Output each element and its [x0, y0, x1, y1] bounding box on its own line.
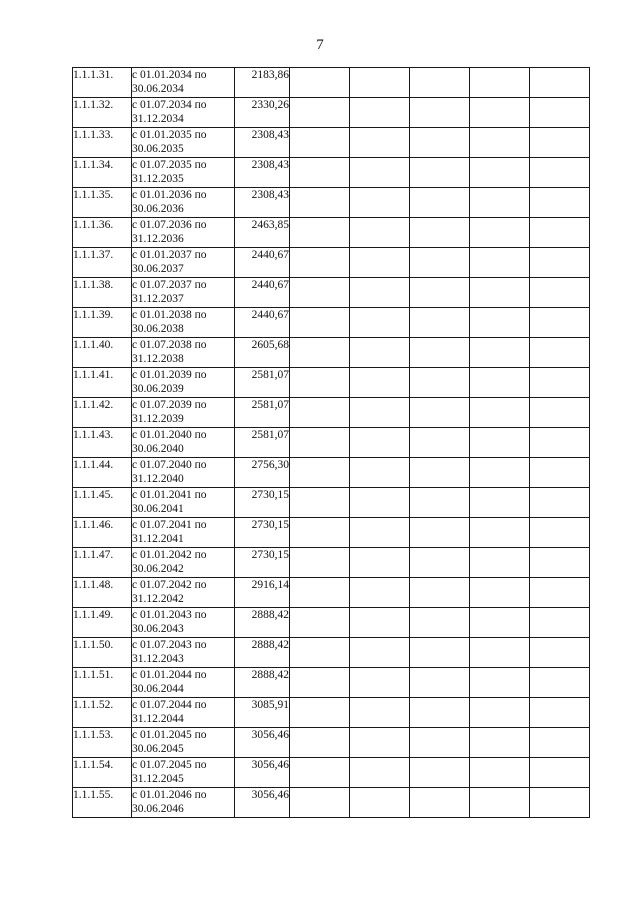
period-end-text: 30.06.2044: [132, 683, 184, 695]
tariff-value-cell: 2888,42: [235, 638, 290, 668]
empty-cell: [410, 608, 470, 638]
empty-cell: [350, 608, 410, 638]
tariff-value-cell: 2440,67: [235, 278, 290, 308]
empty-cell: [350, 128, 410, 158]
empty-cell: [290, 278, 350, 308]
empty-cell: [410, 488, 470, 518]
period-start-text: с 01.07.2038 по: [132, 339, 207, 351]
empty-cell: [410, 98, 470, 128]
period-end-text: 31.12.2034: [132, 113, 184, 125]
period-cell: [132, 638, 235, 668]
period-cell: [132, 158, 235, 188]
table-row: [73, 338, 590, 368]
empty-cell: [410, 548, 470, 578]
empty-cell: [530, 698, 590, 728]
tariff-value-cell: 2308,43: [235, 158, 290, 188]
period-cell: [132, 668, 235, 698]
empty-cell: [290, 488, 350, 518]
period-cell: [132, 788, 235, 818]
empty-cell: [410, 338, 470, 368]
period-end-text: 31.12.2045: [132, 773, 184, 785]
empty-cell: [530, 578, 590, 608]
empty-cell: [410, 278, 470, 308]
empty-cell: [470, 68, 530, 98]
period-end-text: 31.12.2038: [132, 353, 184, 365]
table-row: [73, 188, 590, 218]
period-end-text: 30.06.2040: [132, 443, 184, 455]
empty-cell: [350, 698, 410, 728]
period-end-text: 30.06.2034: [132, 83, 184, 95]
item-number-cell: 1.1.1.47.: [73, 548, 132, 578]
empty-cell: [470, 578, 530, 608]
empty-cell: [410, 68, 470, 98]
period-cell: [132, 98, 235, 128]
item-number-cell: 1.1.1.39.: [73, 308, 132, 338]
empty-cell: [350, 788, 410, 818]
empty-cell: [350, 638, 410, 668]
empty-cell: [290, 458, 350, 488]
empty-cell: [290, 368, 350, 398]
tariff-value-cell: 2183,86: [235, 68, 290, 98]
empty-cell: [410, 128, 470, 158]
tariff-value-cell: 2888,42: [235, 668, 290, 698]
empty-cell: [350, 248, 410, 278]
empty-cell: [470, 158, 530, 188]
empty-cell: [530, 728, 590, 758]
period-cell: [132, 338, 235, 368]
period-start-text: с 01.07.2037 по: [132, 279, 207, 291]
period-start-text: с 01.07.2044 по: [132, 699, 207, 711]
empty-cell: [290, 638, 350, 668]
item-number-cell: 1.1.1.31.: [73, 68, 132, 98]
item-number-cell: 1.1.1.41.: [73, 368, 132, 398]
empty-cell: [290, 68, 350, 98]
empty-cell: [470, 308, 530, 338]
empty-cell: [530, 608, 590, 638]
item-number-cell: 1.1.1.34.: [73, 158, 132, 188]
empty-cell: [290, 188, 350, 218]
empty-cell: [290, 98, 350, 128]
item-number-cell: 1.1.1.46.: [73, 518, 132, 548]
period-cell: [132, 68, 235, 98]
empty-cell: [410, 248, 470, 278]
period-end-text: 30.06.2045: [132, 743, 184, 755]
tariff-value-cell: 2308,43: [235, 188, 290, 218]
tariff-value-cell: 2330,26: [235, 98, 290, 128]
period-start-text: с 01.01.2044 по: [132, 669, 207, 681]
period-start-text: с 01.01.2036 по: [132, 189, 207, 201]
table-row: [73, 308, 590, 338]
empty-cell: [530, 488, 590, 518]
empty-cell: [530, 788, 590, 818]
item-number-cell: 1.1.1.42.: [73, 398, 132, 428]
empty-cell: [350, 488, 410, 518]
period-cell: [132, 758, 235, 788]
tariff-value-cell: 2730,15: [235, 488, 290, 518]
empty-cell: [470, 608, 530, 638]
table-row: [73, 548, 590, 578]
period-end-text: 30.06.2041: [132, 503, 184, 515]
empty-cell: [410, 638, 470, 668]
empty-cell: [470, 668, 530, 698]
period-cell: [132, 698, 235, 728]
table-row: [73, 368, 590, 398]
item-number-cell: 1.1.1.53.: [73, 728, 132, 758]
period-start-text: с 01.01.2040 по: [132, 429, 207, 441]
empty-cell: [290, 398, 350, 428]
empty-cell: [470, 638, 530, 668]
empty-cell: [410, 308, 470, 338]
empty-cell: [530, 638, 590, 668]
item-number-cell: 1.1.1.44.: [73, 458, 132, 488]
empty-cell: [410, 398, 470, 428]
empty-cell: [350, 158, 410, 188]
empty-cell: [470, 278, 530, 308]
period-start-text: с 01.07.2045 по: [132, 759, 207, 771]
empty-cell: [290, 128, 350, 158]
tariff-value-cell: 3056,46: [235, 728, 290, 758]
empty-cell: [470, 398, 530, 428]
table-row: [73, 458, 590, 488]
item-number-cell: 1.1.1.50.: [73, 638, 132, 668]
period-cell: [132, 518, 235, 548]
period-end-text: 30.06.2035: [132, 143, 184, 155]
empty-cell: [350, 758, 410, 788]
empty-cell: [350, 338, 410, 368]
empty-cell: [470, 548, 530, 578]
empty-cell: [350, 188, 410, 218]
period-start-text: с 01.01.2045 по: [132, 729, 207, 741]
empty-cell: [470, 458, 530, 488]
empty-cell: [410, 518, 470, 548]
empty-cell: [290, 338, 350, 368]
tariff-value-cell: 2605,68: [235, 338, 290, 368]
period-end-text: 31.12.2037: [132, 293, 184, 305]
item-number-cell: 1.1.1.48.: [73, 578, 132, 608]
empty-cell: [290, 248, 350, 278]
tariff-value-cell: 2888,42: [235, 608, 290, 638]
empty-cell: [290, 608, 350, 638]
empty-cell: [530, 518, 590, 548]
tariff-value-cell: 2581,07: [235, 398, 290, 428]
table-row: [73, 698, 590, 728]
period-cell: [132, 728, 235, 758]
tariff-value-cell: 2440,67: [235, 308, 290, 338]
period-start-text: с 01.07.2040 по: [132, 459, 207, 471]
empty-cell: [350, 368, 410, 398]
empty-cell: [530, 368, 590, 398]
period-cell: [132, 128, 235, 158]
item-number-cell: 1.1.1.49.: [73, 608, 132, 638]
empty-cell: [470, 338, 530, 368]
tariff-value-cell: 2308,43: [235, 128, 290, 158]
period-cell: [132, 188, 235, 218]
period-end-text: 31.12.2040: [132, 473, 184, 485]
empty-cell: [470, 428, 530, 458]
empty-cell: [530, 218, 590, 248]
empty-cell: [410, 218, 470, 248]
empty-cell: [530, 68, 590, 98]
empty-cell: [530, 158, 590, 188]
period-cell: [132, 218, 235, 248]
table-row: [73, 248, 590, 278]
empty-cell: [530, 398, 590, 428]
empty-cell: [350, 398, 410, 428]
empty-cell: [470, 188, 530, 218]
period-end-text: 30.06.2038: [132, 323, 184, 335]
empty-cell: [410, 428, 470, 458]
period-cell: [132, 428, 235, 458]
empty-cell: [350, 98, 410, 128]
table-row: [73, 638, 590, 668]
period-start-text: с 01.07.2035 по: [132, 159, 207, 171]
tariff-value-cell: 2581,07: [235, 428, 290, 458]
tariff-value-cell: 2730,15: [235, 548, 290, 578]
tariff-table-body: [73, 68, 590, 818]
empty-cell: [530, 338, 590, 368]
item-number-cell: 1.1.1.40.: [73, 338, 132, 368]
period-end-text: 30.06.2046: [132, 803, 184, 815]
period-end-text: 30.06.2039: [132, 383, 184, 395]
empty-cell: [410, 668, 470, 698]
empty-cell: [290, 698, 350, 728]
tariff-table: [72, 67, 590, 818]
item-number-cell: 1.1.1.52.: [73, 698, 132, 728]
empty-cell: [350, 68, 410, 98]
empty-cell: [530, 278, 590, 308]
empty-cell: [410, 698, 470, 728]
table-row: [73, 398, 590, 428]
empty-cell: [410, 728, 470, 758]
table-row: [73, 758, 590, 788]
empty-cell: [290, 218, 350, 248]
empty-cell: [470, 698, 530, 728]
empty-cell: [530, 98, 590, 128]
period-end-text: 31.12.2039: [132, 413, 184, 425]
empty-cell: [290, 578, 350, 608]
item-number-cell: 1.1.1.55.: [73, 788, 132, 818]
period-start-text: с 01.01.2041 по: [132, 489, 207, 501]
item-number-cell: 1.1.1.51.: [73, 668, 132, 698]
empty-cell: [350, 278, 410, 308]
table-row: [73, 608, 590, 638]
item-number-cell: 1.1.1.43.: [73, 428, 132, 458]
table-row: [73, 278, 590, 308]
empty-cell: [530, 548, 590, 578]
period-end-text: 31.12.2041: [132, 533, 184, 545]
period-end-text: 31.12.2036: [132, 233, 184, 245]
empty-cell: [530, 458, 590, 488]
period-start-text: с 01.07.2034 по: [132, 99, 207, 111]
empty-cell: [410, 188, 470, 218]
empty-cell: [530, 668, 590, 698]
empty-cell: [350, 458, 410, 488]
table-row: [73, 218, 590, 248]
table-row: [73, 428, 590, 458]
empty-cell: [410, 758, 470, 788]
empty-cell: [470, 128, 530, 158]
empty-cell: [530, 428, 590, 458]
empty-cell: [410, 458, 470, 488]
period-end-text: 31.12.2044: [132, 713, 184, 725]
empty-cell: [530, 248, 590, 278]
empty-cell: [290, 518, 350, 548]
empty-cell: [470, 788, 530, 818]
period-cell: [132, 548, 235, 578]
empty-cell: [470, 98, 530, 128]
empty-cell: [290, 758, 350, 788]
table-row: [73, 668, 590, 698]
period-cell: [132, 398, 235, 428]
empty-cell: [350, 428, 410, 458]
tariff-value-cell: 2440,67: [235, 248, 290, 278]
empty-cell: [290, 668, 350, 698]
empty-cell: [470, 758, 530, 788]
table-row: [73, 98, 590, 128]
empty-cell: [470, 488, 530, 518]
tariff-value-cell: 2581,07: [235, 368, 290, 398]
empty-cell: [290, 548, 350, 578]
period-cell: [132, 308, 235, 338]
tariff-value-cell: 2730,15: [235, 518, 290, 548]
tariff-value-cell: 2756,30: [235, 458, 290, 488]
empty-cell: [410, 788, 470, 818]
tariff-value-cell: 2463,85: [235, 218, 290, 248]
period-cell: [132, 608, 235, 638]
period-end-text: 31.12.2042: [132, 593, 184, 605]
period-start-text: с 01.01.2037 по: [132, 249, 207, 261]
period-end-text: 31.12.2035: [132, 173, 184, 185]
period-start-text: с 01.01.2042 по: [132, 549, 207, 561]
empty-cell: [470, 368, 530, 398]
period-start-text: с 01.07.2041 по: [132, 519, 207, 531]
period-cell: [132, 368, 235, 398]
empty-cell: [410, 158, 470, 188]
period-start-text: с 01.01.2043 по: [132, 609, 207, 621]
table-row: [73, 788, 590, 818]
empty-cell: [470, 218, 530, 248]
empty-cell: [530, 188, 590, 218]
empty-cell: [410, 368, 470, 398]
period-end-text: 30.06.2043: [132, 623, 184, 635]
item-number-cell: 1.1.1.38.: [73, 278, 132, 308]
empty-cell: [470, 248, 530, 278]
empty-cell: [350, 578, 410, 608]
empty-cell: [410, 578, 470, 608]
period-start-text: с 01.07.2036 по: [132, 219, 207, 231]
empty-cell: [350, 548, 410, 578]
table-row: [73, 728, 590, 758]
empty-cell: [470, 728, 530, 758]
empty-cell: [530, 128, 590, 158]
tariff-value-cell: 3056,46: [235, 758, 290, 788]
table-row: [73, 518, 590, 548]
item-number-cell: 1.1.1.35.: [73, 188, 132, 218]
empty-cell: [350, 518, 410, 548]
item-number-cell: 1.1.1.32.: [73, 98, 132, 128]
empty-cell: [470, 518, 530, 548]
empty-cell: [290, 158, 350, 188]
item-number-cell: 1.1.1.33.: [73, 128, 132, 158]
empty-cell: [290, 428, 350, 458]
empty-cell: [290, 788, 350, 818]
empty-cell: [350, 308, 410, 338]
period-cell: [132, 458, 235, 488]
period-cell: [132, 488, 235, 518]
period-end-text: 30.06.2037: [132, 263, 184, 275]
table-row: [73, 128, 590, 158]
period-start-text: с 01.01.2038 по: [132, 309, 207, 321]
table-row: [73, 68, 590, 98]
table-row: [73, 488, 590, 518]
table-row: [73, 158, 590, 188]
empty-cell: [290, 308, 350, 338]
tariff-value-cell: 2916,14: [235, 578, 290, 608]
page-number: 7: [316, 37, 324, 53]
period-start-text: с 01.01.2046 по: [132, 789, 207, 801]
period-start-text: с 01.07.2042 по: [132, 579, 207, 591]
period-start-text: с 01.07.2043 по: [132, 639, 207, 651]
period-start-text: с 01.01.2035 по: [132, 129, 207, 141]
period-cell: [132, 248, 235, 278]
period-end-text: 31.12.2043: [132, 653, 184, 665]
tariff-value-cell: 3056,46: [235, 788, 290, 818]
empty-cell: [290, 728, 350, 758]
empty-cell: [530, 308, 590, 338]
period-cell: [132, 578, 235, 608]
empty-cell: [530, 758, 590, 788]
period-start-text: с 01.07.2039 по: [132, 399, 207, 411]
item-number-cell: 1.1.1.37.: [73, 248, 132, 278]
empty-cell: [350, 728, 410, 758]
item-number-cell: 1.1.1.54.: [73, 758, 132, 788]
empty-cell: [350, 668, 410, 698]
period-start-text: с 01.01.2034 по: [132, 69, 207, 81]
table-row: [73, 578, 590, 608]
period-end-text: 30.06.2042: [132, 563, 184, 575]
period-start-text: с 01.01.2039 по: [132, 369, 207, 381]
item-number-cell: 1.1.1.36.: [73, 218, 132, 248]
tariff-value-cell: 3085,91: [235, 698, 290, 728]
empty-cell: [350, 218, 410, 248]
period-end-text: 30.06.2036: [132, 203, 184, 215]
item-number-cell: 1.1.1.45.: [73, 488, 132, 518]
period-cell: [132, 278, 235, 308]
